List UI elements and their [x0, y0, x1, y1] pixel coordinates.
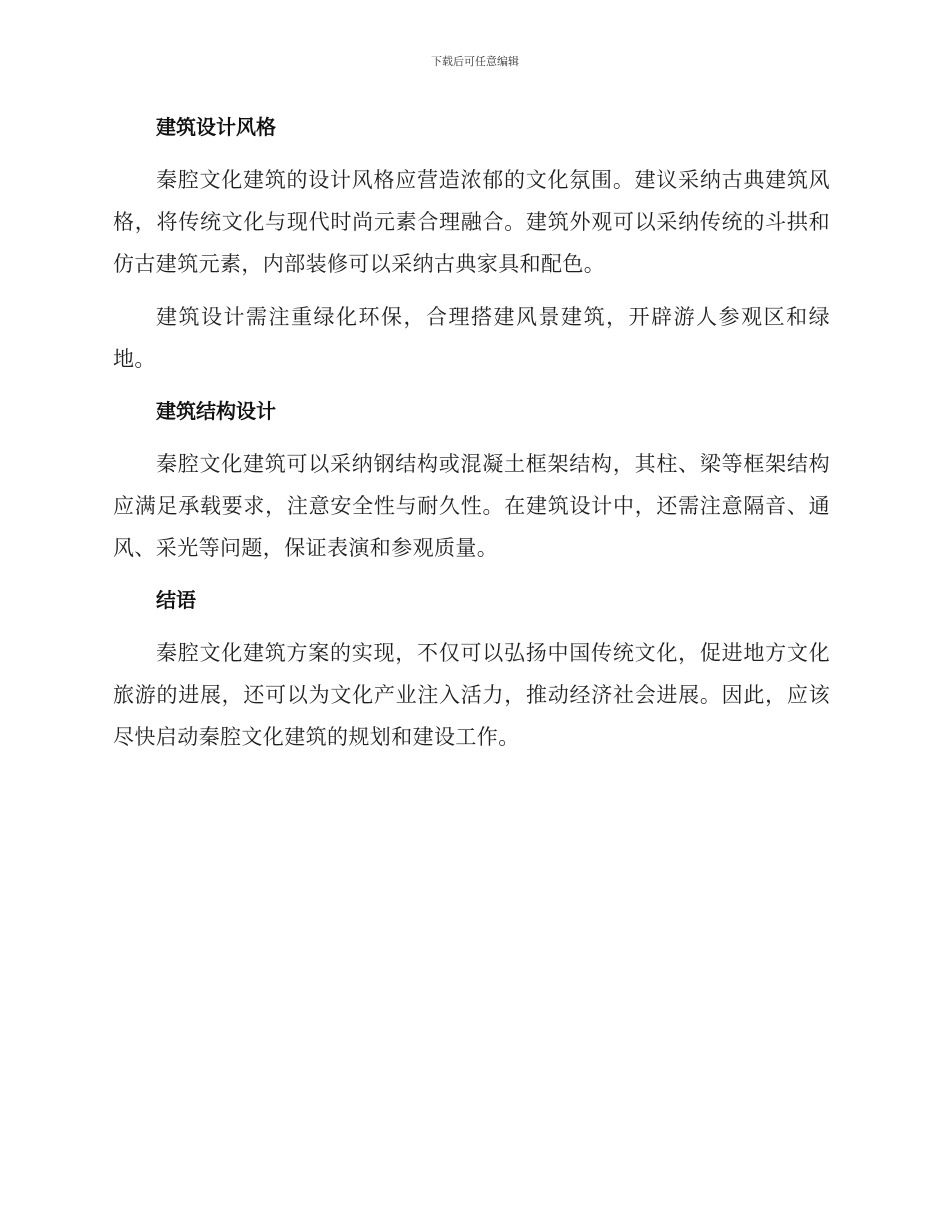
section-heading-conclusion: 结语	[156, 588, 196, 612]
paragraph: 秦腔文化建筑可以采纳钢结构或混凝土框架结构，其柱、梁等框架结构应满足承载要求，注意安全性与耐久性。在建筑设计中，还需注意隔音、通风、采光等问题，保证表演和参观质量。	[113, 452, 830, 560]
paragraph: 秦腔文化建筑方案的实现，不仅可以弘扬中国传统文化，促进地方文化旅游的进展，还可以为文化产业注入活力，推动经济社会进展。因此，应该尽快启动秦腔文化建筑的规划和建设工作。	[113, 641, 830, 749]
page-header: 下载后可任意编辑	[431, 55, 519, 68]
section-heading-structure-design: 建筑结构设计	[156, 399, 276, 423]
paragraph: 秦腔文化建筑的设计风格应营造浓郁的文化氛围。建议采纳古典建筑风格，将传统文化与现代时尚元素合理融合。建筑外观可以采纳传统的斗拱和仿古建筑元素，内部装修可以采纳古典家具和配色。	[113, 168, 830, 276]
paragraph: 建筑设计需注重绿化环保，合理搭建风景建筑，开辟游人参观区和绿地。	[113, 305, 830, 371]
section-heading-design-style: 建筑设计风格	[156, 115, 276, 139]
document-body	[113, 108, 830, 758]
